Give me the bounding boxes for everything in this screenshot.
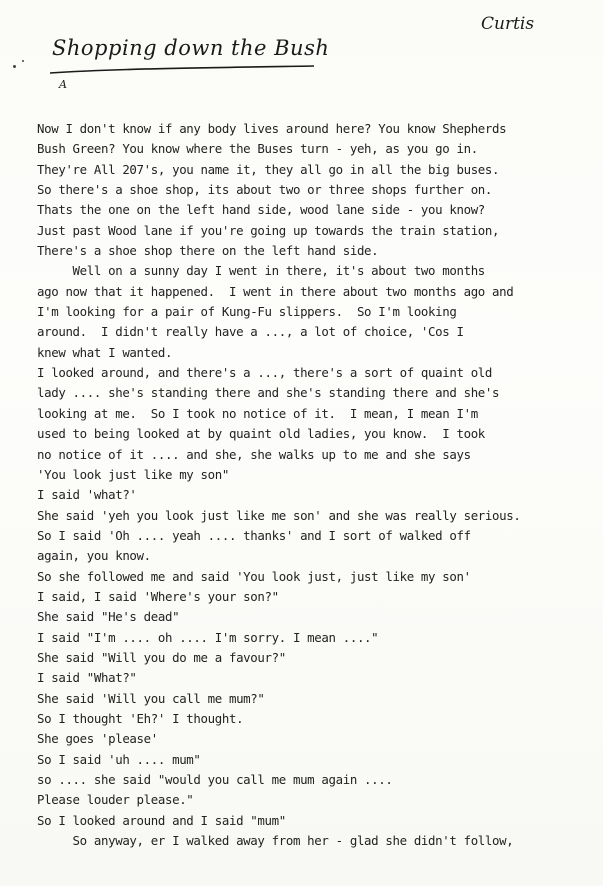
text-line: She said 'Will you call me mum?"	[37, 690, 265, 706]
text-line: Now I don't know if any body lives around here? You know Shepherds	[37, 121, 507, 136]
margin-mark: A	[59, 78, 67, 91]
text-line: They're All 207's, you name it, they all go in all the big buses.	[37, 161, 500, 177]
text-line: I said, I said 'Where's your son?"	[37, 588, 279, 604]
text-line: used to being looked at by quaint old ladies, you know. I took	[37, 426, 485, 442]
typed-text-body	[37, 119, 597, 851]
text-line: She goes 'please'	[37, 731, 158, 747]
text-line: I said "I'm .... oh .... I'm sorry. I mean ...."	[37, 629, 379, 645]
text-line: 'You look just like my son"	[37, 466, 229, 482]
text-line: no notice of it .... and she, she walks up to me and she says	[37, 446, 471, 462]
text-line: So I said 'uh .... mum"	[37, 751, 201, 767]
ink-speck	[22, 60, 24, 62]
text-line: She said 'yeh you look just like me son' and she was really serious.	[37, 507, 521, 523]
text-line: So I looked around and I said "mum"	[37, 812, 286, 828]
text-line: I looked around, and there's a ..., there's a sort of quaint old	[37, 365, 493, 381]
text-line: So I thought 'Eh?' I thought.	[37, 710, 244, 726]
text-line: around. I didn't really have a ..., a lot of choice, 'Cos I	[37, 324, 464, 340]
text-line: I said "What?"	[37, 670, 137, 686]
ink-speck	[13, 65, 16, 68]
text-line: I'm looking for a pair of Kung-Fu slippers. So I'm looking	[37, 304, 457, 320]
text-line: again, you know.	[37, 548, 151, 564]
text-line: Bush Green? You know where the Buses turn - yeh, as you go in.	[37, 141, 478, 157]
text-line: so .... she said "would you call me mum again ....	[37, 772, 393, 787]
text-line: She said "He's dead"	[37, 609, 180, 625]
text-line: So she followed me and said 'You look just, just like my son'	[37, 568, 471, 584]
text-line: She said "Will you do me a favour?"	[37, 649, 286, 665]
text-line: Just past Wood lane if you're going up towards the train station,	[37, 222, 500, 238]
text-line: There's a shoe shop there on the left hand side.	[37, 243, 379, 259]
author-note: Curtis	[481, 14, 535, 34]
text-line: Thats the one on the left hand side, wood lane side - you know?	[37, 202, 485, 218]
text-line: ago now that it happened. I went in there about two months ago and	[37, 283, 514, 299]
page-title: Shopping down the Bush	[52, 36, 330, 60]
text-line: So anyway, er I walked away from her - glad she didn't follow,	[37, 833, 514, 849]
text-line: Well on a sunny day I went in there, it's about two months	[37, 263, 485, 279]
text-line: looking at me. So I took no notice of it. I mean, I mean I'm	[37, 405, 478, 421]
text-line: Please louder please."	[37, 792, 194, 808]
title-underline	[48, 64, 316, 78]
text-line: So I said 'Oh .... yeah .... thanks' and I sort of walked off	[37, 527, 471, 543]
text-line: knew what I wanted.	[37, 344, 173, 360]
text-line: So there's a shoe shop, its about two or three shops further on.	[37, 182, 493, 198]
text-line: lady .... she's standing there and she's standing there and she's	[37, 385, 500, 401]
text-line: I said 'what?'	[37, 487, 137, 503]
